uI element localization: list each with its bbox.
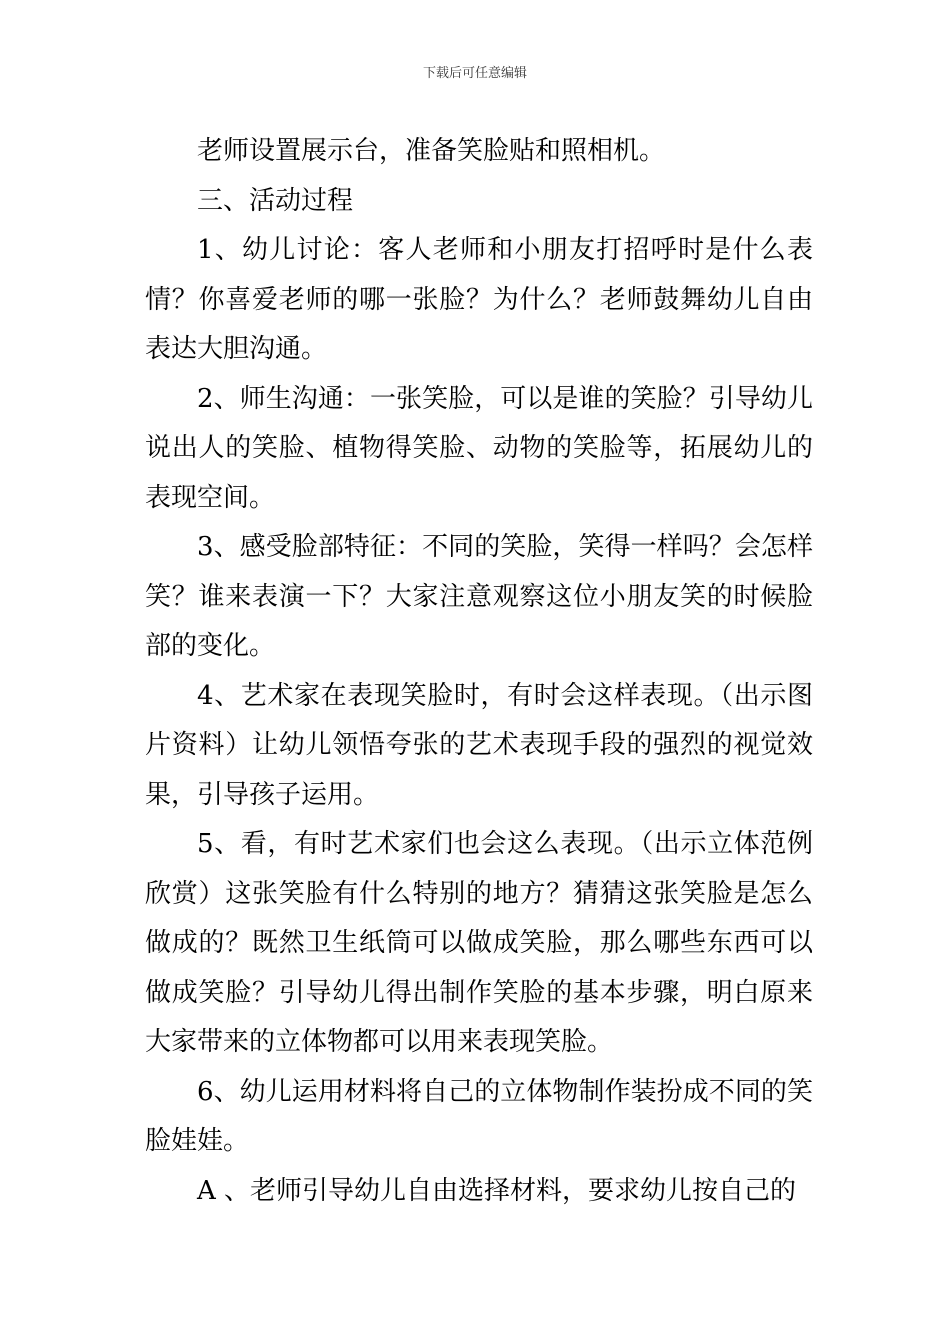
- paragraph-step-2: 2、师生沟通：一张笑脸，可以是谁的笑脸？引导幼儿说出人的笑脸、植物得笑脸、动物的笑脸等，拓展幼儿的表现空间。: [145, 383, 813, 513]
- document-body: [145, 127, 813, 1216]
- page-header: 下载后可任意编辑: [422, 66, 527, 81]
- paragraph-step-5: 5、看，有时艺术家们也会这么表现。（出示立体范例欣赏）这张笑脸有什么特别的地方？猜猜这张笑脸是怎么做成的？既然卫生纸筒可以做成笑脸，那么哪些东西可以做成笑脸？引导幼儿得出制作笑脸的基本步骤，明白原来大家带来的立体物都可以用来表现笑脸。: [145, 829, 813, 1057]
- paragraph-step-3: 3、感受脸部特征：不同的笑脸，笑得一样吗？会怎样笑？谁来表演一下？大家注意观察这位小朋友笑的时候脸部的变化。: [145, 532, 813, 661]
- section-heading-activity-process: 三、活动过程: [197, 185, 354, 216]
- paragraph-step-4: 4、艺术家在表现笑脸时，有时会这样表现。（出示图片资料）让幼儿领悟夸张的艺术表现手段的强烈的视觉效果，引导孩子运用。: [145, 680, 813, 810]
- paragraph-step-1: 1、幼儿讨论：客人老师和小朋友打招呼时是什么表情？你喜爱老师的哪一张脸？为什么？老师鼓舞幼儿自由表达大胆沟通。: [145, 235, 813, 364]
- paragraph-step-6a: A 、老师引导幼儿自由选择材料，要求幼儿按自己的: [197, 1175, 797, 1206]
- paragraph-preparation: 老师设置展示台，准备笑脸贴和照相机。: [197, 136, 666, 166]
- paragraph-step-6: 6、幼儿运用材料将自己的立体物制作装扮成不同的笑脸娃娃。: [145, 1076, 813, 1156]
